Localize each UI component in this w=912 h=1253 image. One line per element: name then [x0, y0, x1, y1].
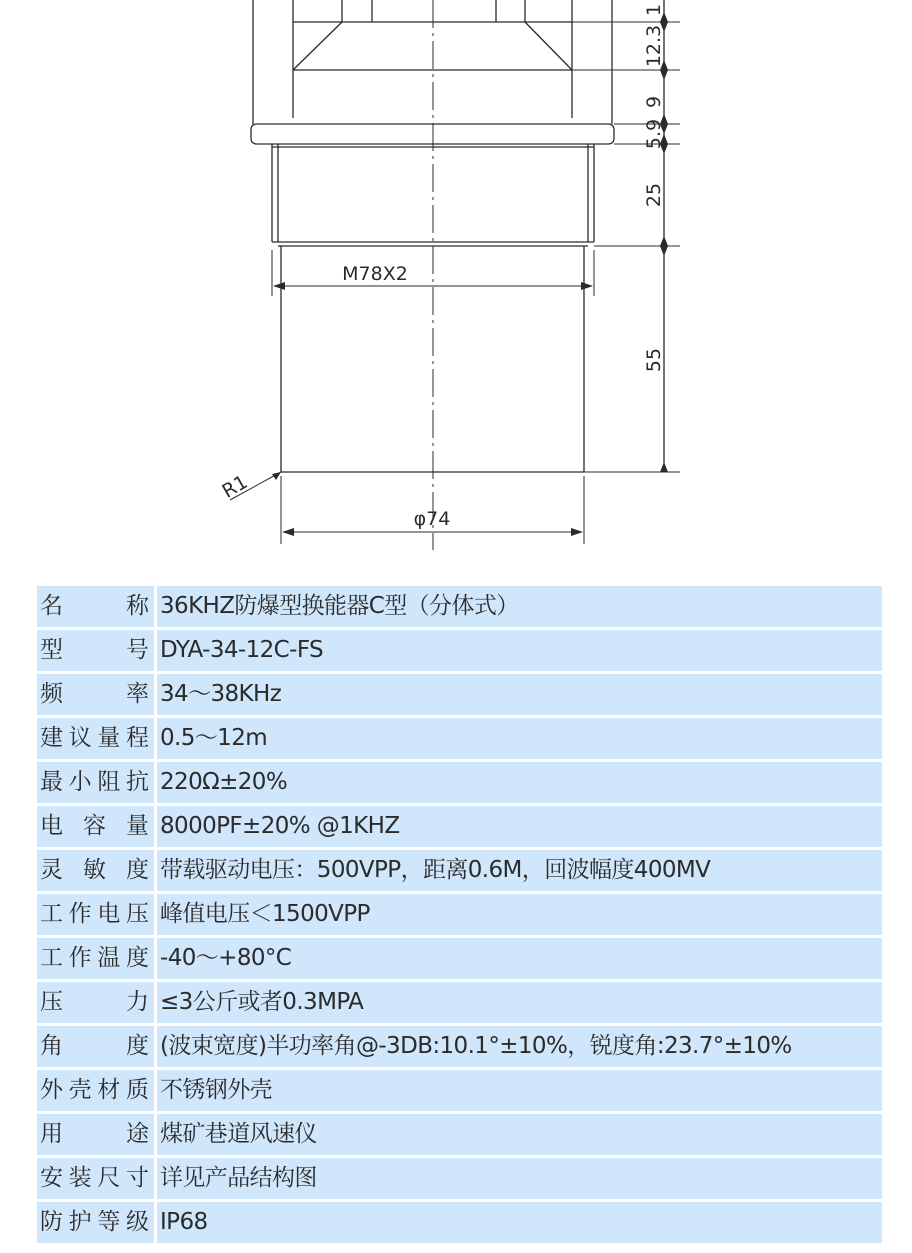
spec-value: 不锈钢外壳	[157, 1070, 882, 1114]
spec-row	[37, 718, 882, 762]
spec-row	[37, 894, 882, 938]
dimension-arrows	[272, 12, 668, 536]
spec-row	[37, 938, 882, 982]
dimension-label-25: 25	[643, 182, 665, 208]
spec-value: 煤矿巷道风速仪	[157, 1114, 882, 1158]
spec-row	[37, 630, 882, 674]
spec-label: 外壳材质	[37, 1070, 157, 1114]
dimension-label-5-9: 5.9	[643, 118, 665, 150]
spec-label: 频 率	[37, 674, 157, 718]
spec-value: DYA-34-12C-FS	[157, 630, 882, 674]
spec-label: 压 力	[37, 982, 157, 1026]
spec-value: ≤3公斤或者0.3MPA	[157, 982, 882, 1026]
spec-label: 用 途	[37, 1114, 157, 1158]
spec-label: 工作电压	[37, 894, 157, 938]
spec-row	[37, 806, 882, 850]
spec-row	[37, 1202, 882, 1243]
spec-label: 角 度	[37, 1026, 157, 1070]
spec-label: 灵 敏 度	[37, 850, 157, 894]
dimension-label-12-3: 12.3	[643, 24, 665, 68]
spec-label: 建议量程	[37, 718, 157, 762]
dimension-label-55: 55	[643, 347, 665, 373]
spec-value: 36KHZ防爆型换能器C型（分体式）	[157, 586, 882, 630]
spec-value: 带载驱动电压：500VPP，距离0.6M，回波幅度400MV	[157, 850, 882, 894]
spec-label: 型 号	[37, 630, 157, 674]
spec-label: 名 称	[37, 586, 157, 630]
spec-label: 防护等级	[37, 1202, 157, 1243]
product-structure-drawing	[0, 0, 912, 560]
spec-row	[37, 850, 882, 894]
spec-value: 34～38KHz	[157, 674, 882, 718]
spec-row	[37, 1158, 882, 1202]
spec-row	[37, 762, 882, 806]
dimension-label-radius: R1	[218, 470, 252, 503]
spec-value: 0.5～12m	[157, 718, 882, 762]
spec-value: IP68	[157, 1202, 882, 1243]
spec-label: 电 容 量	[37, 806, 157, 850]
spec-row	[37, 1026, 882, 1070]
dimension-label-9: 9	[643, 95, 665, 109]
spec-table	[37, 586, 882, 1243]
spec-value: 详见产品结构图	[157, 1158, 882, 1202]
spec-value: 峰值电压＜1500VPP	[157, 894, 882, 938]
spec-label: 工作温度	[37, 938, 157, 982]
spec-row	[37, 674, 882, 718]
dimension-label-diameter: φ74	[413, 508, 451, 530]
spec-row	[37, 1114, 882, 1158]
dimension-label-top: 1	[643, 3, 665, 17]
spec-value: 220Ω±20%	[157, 762, 882, 806]
spec-row	[37, 586, 882, 630]
spec-value: -40～+80°C	[157, 938, 882, 982]
spec-label: 安装尺寸	[37, 1158, 157, 1202]
spec-row	[37, 1070, 882, 1114]
dimension-label-thread: M78X2	[342, 263, 408, 285]
spec-row	[37, 982, 882, 1026]
spec-value: (波束宽度)半功率角@-3DB:10.1°±10%，锐度角:23.7°±10%	[157, 1026, 882, 1070]
spec-value: 8000PF±20% @1KHZ	[157, 806, 882, 850]
spec-label: 最小阻抗	[37, 762, 157, 806]
